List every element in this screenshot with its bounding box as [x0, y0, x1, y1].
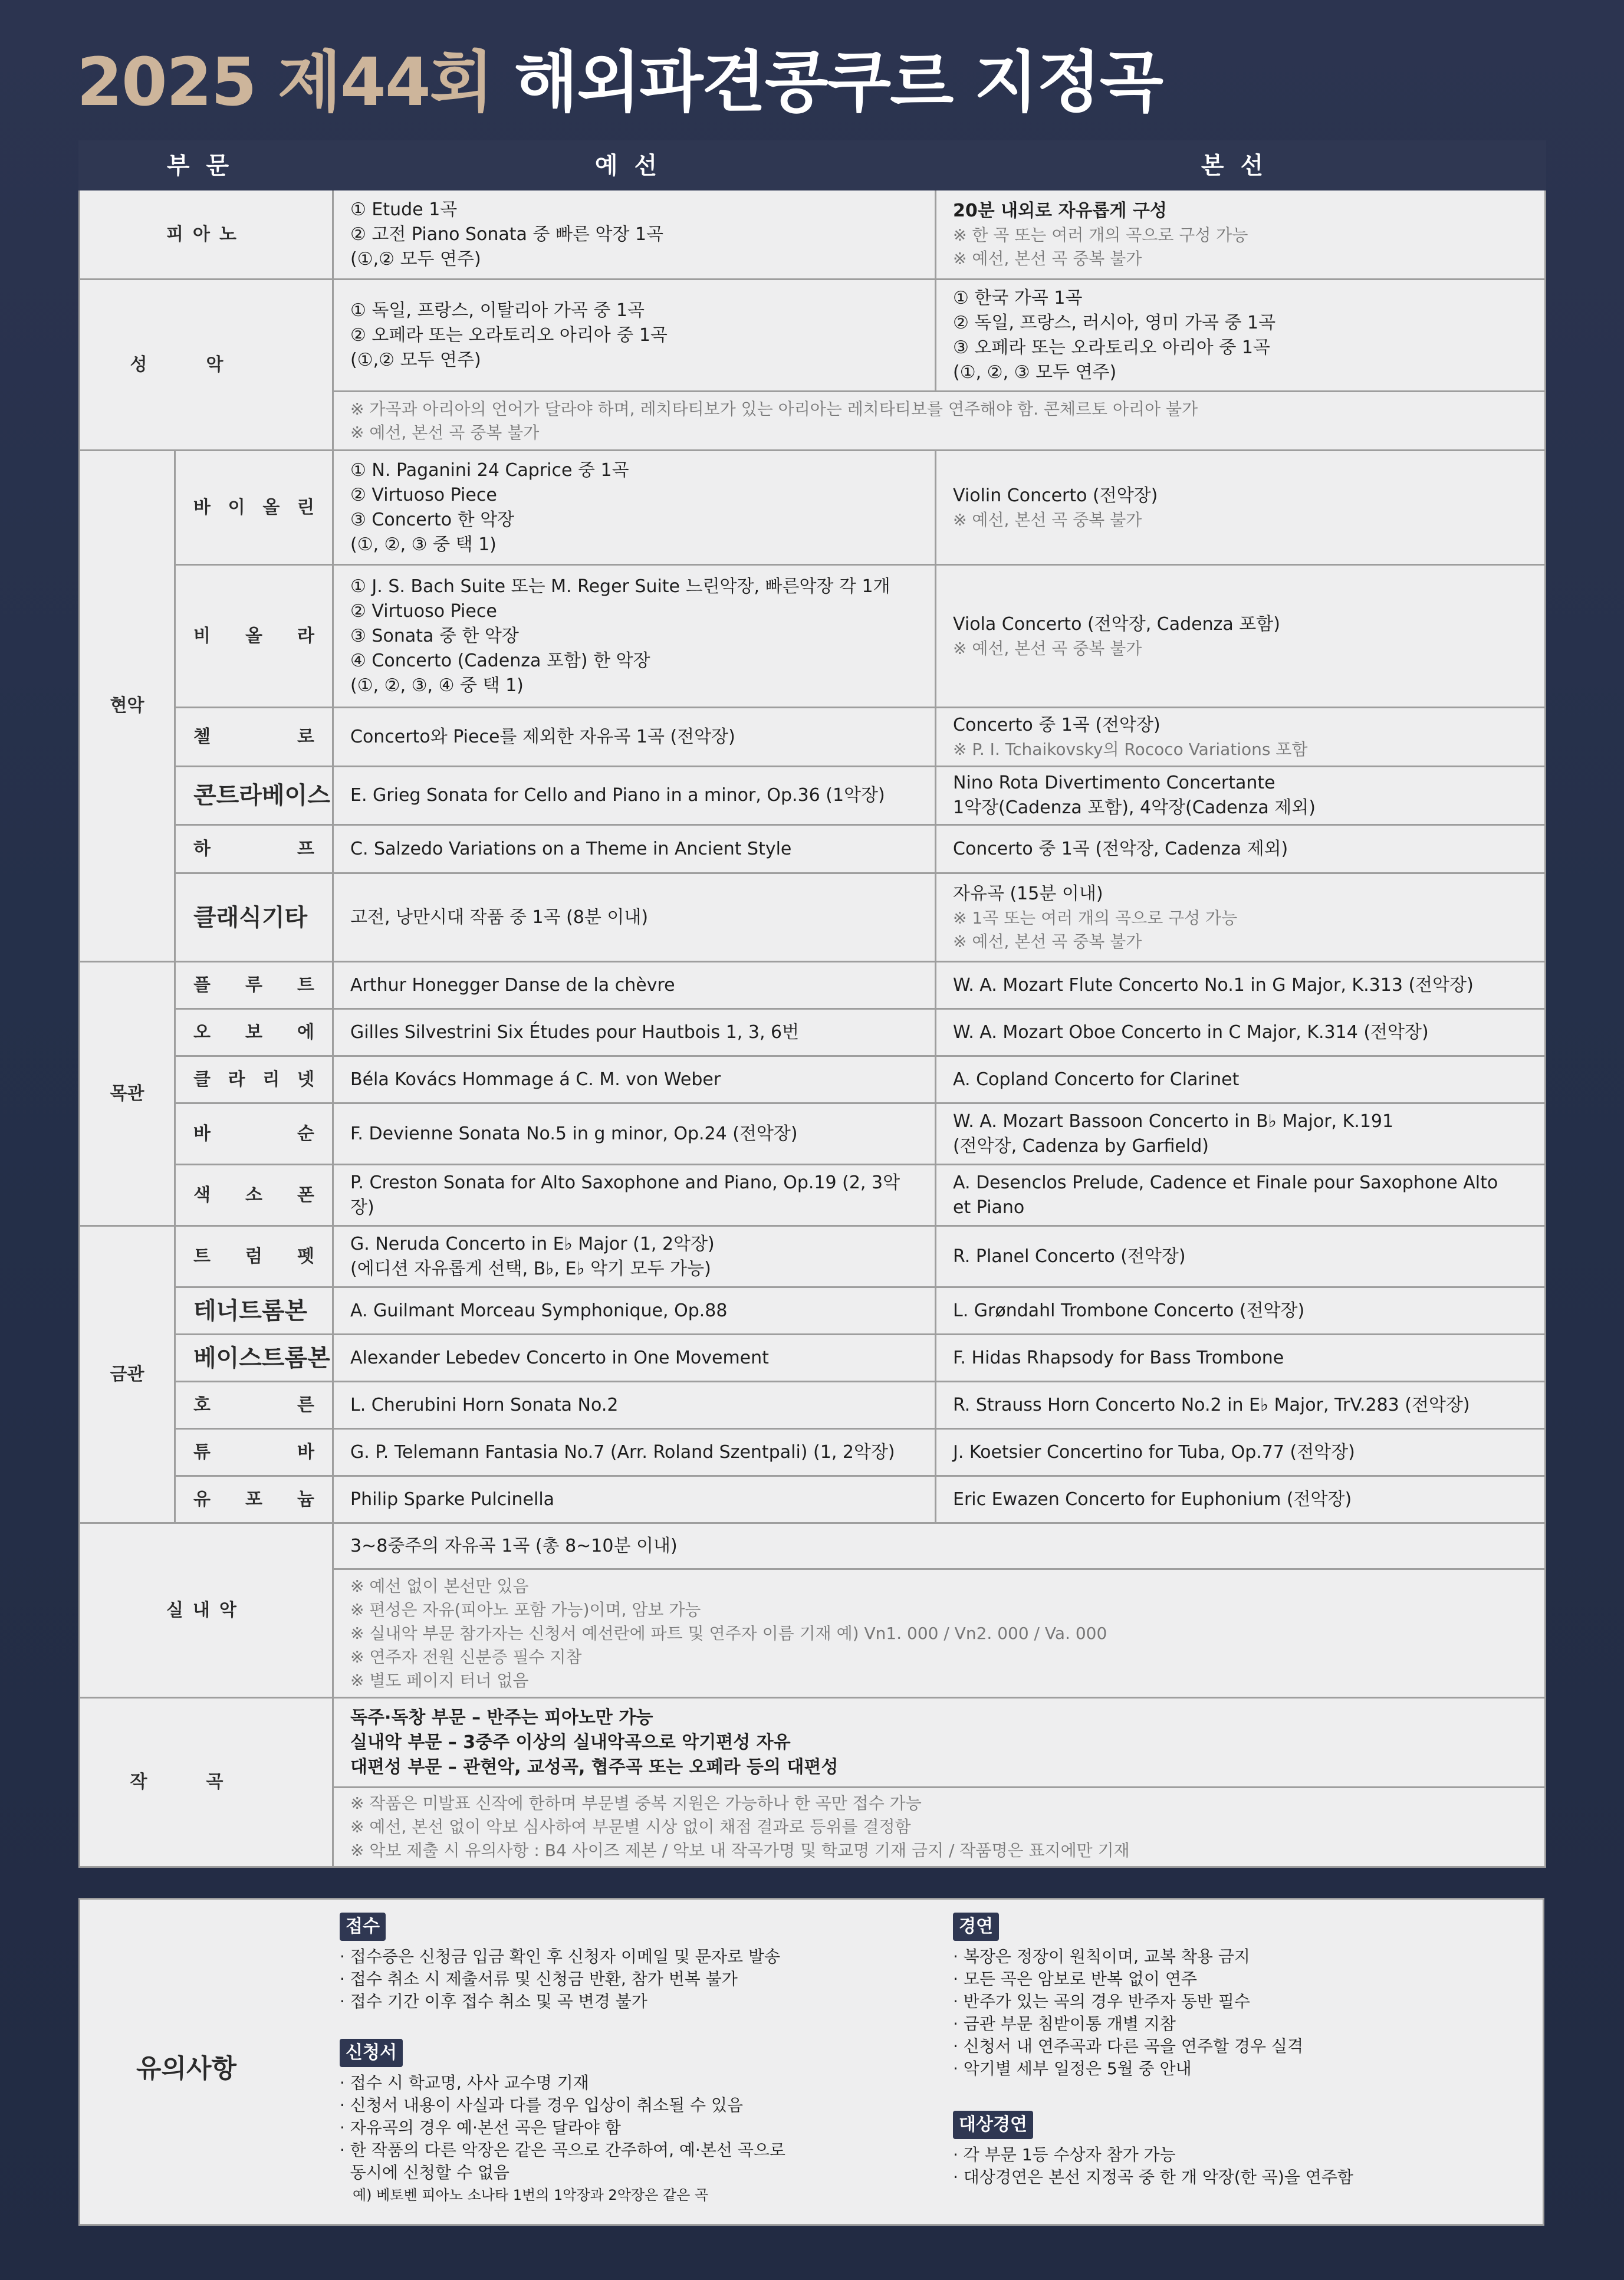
- header-prelim: 예선: [333, 142, 936, 190]
- division-label-char: 하: [193, 838, 211, 859]
- division-label-char: 오: [193, 1021, 211, 1043]
- division-label-char: 에: [297, 1021, 314, 1043]
- text-line: Concerto와 Piece를 제외한 자유곡 1곡 (전악장): [350, 726, 735, 747]
- row-strings-3: [80, 767, 1546, 825]
- notice-item: · 반주가 있는 곡의 경우 반주자 동반 필수: [953, 1992, 1250, 2011]
- row-brass-3: [80, 1382, 1546, 1429]
- vocal-final: [936, 280, 1546, 392]
- division-label-char: 른: [297, 1394, 314, 1415]
- text-line: 고전, 낭만시대 작품 중 1곡 (8분 이내): [350, 906, 649, 928]
- division-label-char: 색: [193, 1184, 211, 1205]
- notice-item: · 모든 곡은 암보로 반복 없이 연주: [953, 1969, 1197, 1989]
- text-line: Arthur Honegger Danse de la chèvre: [350, 974, 675, 996]
- division-label-letters: [193, 1020, 314, 1045]
- chamber-notes: [333, 1569, 1546, 1698]
- row-woodwind-3: [80, 1103, 1546, 1165]
- text-line: Béla Kovács Hommage á C. M. von Weber: [350, 1069, 721, 1090]
- composition-label-text: 작곡: [130, 1772, 282, 1792]
- chamber-main-text: 3~8중주의 자유곡 1곡 (총 8~10분 이내): [350, 1535, 678, 1556]
- strings-final: [936, 451, 1546, 565]
- text-line: R. Planel Concerto (전악장): [953, 1246, 1186, 1267]
- text-line: R. Strauss Horn Concerto No.2 in E♭ Major, TrV.283 (전악장): [953, 1394, 1470, 1415]
- division-label: [175, 1429, 333, 1476]
- division-label-char: 포: [245, 1489, 262, 1510]
- woodwind-label: 목관: [80, 962, 175, 1226]
- brass-prelim: [333, 1382, 936, 1429]
- vocal-label-text: 성악: [130, 354, 282, 375]
- woodwind-final: [936, 1103, 1546, 1165]
- row-chamber: [80, 1523, 1546, 1569]
- tag-reception: 접수: [340, 1913, 386, 1941]
- title-name: 해외파견콩쿠르 지정곡: [514, 44, 1162, 121]
- brass-prelim: [333, 1226, 936, 1287]
- note-line: ※ 예선, 본선 곡 중복 불가: [953, 931, 1142, 951]
- division-label-char: 보: [245, 1021, 262, 1043]
- header-division: 부문: [80, 142, 333, 190]
- division-label-char: 올: [262, 497, 280, 518]
- row-woodwind-1: [80, 1009, 1546, 1056]
- division-label-letters: [193, 1440, 314, 1465]
- text-line: (①,② 모두 연주): [350, 349, 481, 370]
- notice-item: · 접수 기간 이후 접수 취소 및 곡 변경 불가: [340, 1992, 647, 2011]
- note-line: ※ 예선, 본선 곡 중복 불가: [953, 510, 1142, 530]
- division-label-char: 펫: [297, 1246, 314, 1267]
- division-label-char: 바: [193, 1123, 211, 1144]
- text-line: ① 한국 가곡 1곡: [953, 287, 1083, 308]
- division-label-char: 늄: [297, 1489, 314, 1510]
- row-woodwind-0: [80, 962, 1546, 1009]
- division-label-letters: [193, 624, 314, 649]
- row-strings-2: [80, 708, 1546, 767]
- text-line: Philip Sparke Pulcinella: [350, 1489, 555, 1510]
- division-label-char: 튜: [193, 1441, 211, 1463]
- strings-prelim: [333, 873, 936, 962]
- text-line: Nino Rota Divertimento Concertante: [953, 773, 1275, 793]
- table-header-row: [80, 142, 1546, 190]
- text-line: W. A. Mozart Oboe Concerto in C Major, K.314 (전악장): [953, 1021, 1429, 1043]
- text-line: W. A. Mozart Bassoon Concerto in B♭ Major, K.191: [953, 1111, 1394, 1132]
- row-composition: [80, 1698, 1546, 1788]
- text-line: Gilles Silvestrini Six Études pour Hautbois 1, 3, 6번: [350, 1021, 800, 1043]
- text-line: L. Cherubini Horn Sonata No.2: [350, 1394, 619, 1415]
- row-brass-0: [80, 1226, 1546, 1287]
- tag-performance: 경연: [953, 1913, 999, 1941]
- division-label-letters: [193, 973, 314, 998]
- division-label-char: 로: [297, 726, 314, 747]
- text-line: F. Hidas Rhapsody for Bass Trombone: [953, 1347, 1284, 1368]
- notice-item: · 자유곡의 경우 예·본선 곡은 달라야 함: [340, 2118, 621, 2137]
- text-line: ① N. Paganini 24 Caprice 중 1곡: [350, 459, 629, 481]
- text-line: (전악장, Cadenza by Garfield): [953, 1135, 1209, 1157]
- division-label-char: 바: [297, 1441, 314, 1463]
- strings-final: [936, 767, 1546, 825]
- row-woodwind-2: [80, 1056, 1546, 1103]
- row-brass-5: [80, 1476, 1546, 1523]
- text-line: (①, ②, ③ 중 택 1): [350, 534, 497, 555]
- division-label-char: 이: [228, 497, 245, 518]
- division-label: [175, 825, 333, 873]
- repertoire-table: [78, 140, 1546, 1868]
- division-label: [175, 1476, 333, 1523]
- brass-prelim: [333, 1476, 936, 1523]
- division-label: [175, 708, 333, 767]
- division-label: [175, 565, 333, 708]
- tag-application: 신청서: [340, 2039, 403, 2067]
- text-line: ③ Concerto 한 악장: [350, 509, 515, 530]
- text-line: ④ Concerto (Cadenza 포함) 한 악장: [350, 650, 650, 671]
- notice-application: [340, 2039, 906, 2206]
- row-brass-2: [80, 1335, 1546, 1382]
- division-label-char: 올: [245, 625, 262, 646]
- note-line: ※ P. I. Tchaikovsky의 Rococo Variations 포함: [953, 739, 1308, 759]
- composition-notes: [333, 1788, 1546, 1867]
- piano-final: [936, 190, 1546, 280]
- division-label-letters: [193, 1067, 314, 1092]
- division-label-char: 트: [297, 974, 314, 996]
- division-label-char: 리: [262, 1069, 280, 1090]
- strings-prelim: [333, 708, 936, 767]
- notice-box: [78, 1898, 1544, 2226]
- text-line: (①,② 모두 연주): [350, 248, 481, 270]
- text-line: 독주·독창 부문 – 반주는 피아노만 가능: [350, 1707, 653, 1728]
- strings-prelim: [333, 767, 936, 825]
- notice-item: 동시에 신청할 수 없음: [340, 2163, 509, 2182]
- row-vocal: [80, 280, 1546, 392]
- text-line: 실내악 부문 – 3중주 이상의 실내악곡으로 악기편성 자유: [350, 1732, 791, 1753]
- text-line: Alexander Lebedev Concerto in One Movement: [350, 1347, 769, 1368]
- application-example: 예) 베토벤 피아노 소나타 1번의 1악장과 2악장은 같은 곡: [353, 2187, 709, 2203]
- woodwind-prelim: [333, 1009, 936, 1056]
- text-line: ③ 오페라 또는 오라토리오 아리아 중 1곡: [953, 337, 1270, 358]
- text-line: ① J. S. Bach Suite 또는 M. Reger Suite 느린악장, 빠른악장 각 1개: [350, 576, 890, 597]
- notice-item: · 접수증은 신청금 입금 확인 후 신청자 이메일 및 문자로 발송: [340, 1947, 781, 1966]
- text-line: A. Copland Concerto for Clarinet: [953, 1069, 1240, 1090]
- notice-label: 유의사항: [136, 2054, 237, 2084]
- brass-label: 금관: [80, 1226, 175, 1523]
- text-line: F. Devienne Sonata No.5 in g minor, Op.24 (전악장): [350, 1123, 798, 1144]
- division-label-char: 호: [193, 1394, 211, 1415]
- division-label-char: 비: [193, 625, 211, 646]
- division-label-char: 바: [193, 497, 211, 518]
- note-line: ※ 예선, 본선 없이 악보 심사하여 부문별 시상 없이 채점 결과로 등위를 결정함: [350, 1817, 911, 1837]
- division-label-letters: [193, 837, 314, 862]
- division-label-char: 린: [297, 497, 314, 518]
- note-line: ※ 편성은 자유(피아노 포함 가능)이며, 암보 가능: [350, 1599, 701, 1619]
- note-line: ※ 연주자 전원 신분증 필수 지참: [350, 1647, 582, 1667]
- division-label-letters: [193, 1122, 314, 1146]
- chamber-label-text: 실내악: [166, 1599, 246, 1621]
- division-label: [175, 962, 333, 1009]
- division-label-char: 클: [193, 1069, 211, 1090]
- note-line: ※ 악보 제출 시 유의사항 : B4 사이즈 제본 / 악보 내 작곡가명 및 학교명 기재 금지 / 작품명은 표지에만 기재: [350, 1841, 1130, 1860]
- text-line: P. Creston Sonata for Alto Saxophone and Piano, Op.19 (2, 3악장): [350, 1172, 900, 1218]
- strings-final: [936, 873, 1546, 962]
- brass-final: [936, 1335, 1546, 1382]
- division-label: [175, 1226, 333, 1287]
- text-line: 자유곡 (15분 이내): [953, 883, 1103, 904]
- woodwind-prelim: [333, 962, 936, 1009]
- division-label-char: 폰: [297, 1184, 314, 1205]
- row-brass-1: [80, 1287, 1546, 1335]
- division-label-letters: [193, 495, 314, 520]
- woodwind-final: [936, 1165, 1546, 1226]
- text-line: ② Virtuoso Piece: [350, 600, 497, 622]
- piano-label-text: 피아노: [166, 224, 246, 245]
- notice-item: · 각 부문 1등 수상자 참가 가능: [953, 2145, 1176, 2164]
- tag-grand: 대상경연: [953, 2111, 1033, 2139]
- row-strings-0: [80, 451, 1546, 565]
- division-label: [175, 1382, 333, 1429]
- division-label-char: 럼: [245, 1246, 262, 1267]
- strings-final: [936, 825, 1546, 873]
- text-line: J. Koetsier Concertino for Tuba, Op.77 (전악장): [953, 1441, 1355, 1463]
- text-line: Violin Concerto (전악장): [953, 485, 1158, 506]
- page-title: [77, 41, 1162, 124]
- chamber-label: [80, 1523, 333, 1698]
- notice-item: · 복장은 정장이 원칙이며, 교복 착용 금지: [953, 1947, 1250, 1966]
- notice-performance: [953, 1913, 1531, 2080]
- brass-prelim: [333, 1335, 936, 1382]
- text-line: et Piano: [953, 1197, 1025, 1218]
- division-label: [175, 1056, 333, 1103]
- brass-prelim: [333, 1287, 936, 1335]
- row-piano: [80, 190, 1546, 280]
- note-line: ※ 별도 페이지 터너 없음: [350, 1670, 529, 1690]
- note-line: ※ 실내악 부문 참가자는 신청서 예선란에 파트 및 연주자 이름 기재 예) Vn1. 000 / Vn2. 000 / Va. 000: [350, 1623, 1107, 1643]
- woodwind-prelim: [333, 1056, 936, 1103]
- text-line: ② Virtuoso Piece: [350, 484, 497, 505]
- text-line: ① Etude 1곡: [350, 199, 458, 220]
- note-line: ※ 가곡과 아리아의 언어가 달라야 하며, 레치타티보가 있는 아리아는 레치타티보를 연주해야 함. 콘체르토 아리아 불가: [350, 399, 1198, 419]
- woodwind-final: [936, 1009, 1546, 1056]
- division-label-char: 프: [297, 838, 314, 859]
- division-label-letters: [193, 725, 314, 750]
- row-brass-4: [80, 1429, 1546, 1476]
- note-line: ※ 예선 없이 본선만 있음: [350, 1576, 529, 1596]
- text-line: E. Grieg Sonata for Cello and Piano in a minor, Op.36 (1악장): [350, 785, 885, 806]
- vocal-notes: [333, 392, 1546, 451]
- strings-prelim: [333, 565, 936, 708]
- vocal-prelim: [333, 280, 936, 392]
- text-line: W. A. Mozart Flute Concerto No.1 in G Major, K.313 (전악장): [953, 974, 1474, 996]
- title-year: 2025 제44회: [77, 44, 492, 121]
- notice-grand: [953, 2111, 1531, 2189]
- division-label-char: 순: [297, 1123, 314, 1144]
- division-label: [175, 451, 333, 565]
- text-line: ② 고전 Piano Sonata 중 빠른 악장 1곡: [350, 224, 664, 245]
- text-line: ② 독일, 프랑스, 러시아, 영미 가곡 중 1곡: [953, 312, 1276, 333]
- division-label-letters: [193, 1244, 314, 1269]
- brass-final: [936, 1382, 1546, 1429]
- division-label-char: 라: [228, 1069, 245, 1090]
- text-line: (①, ②, ③, ④ 중 택 1): [350, 675, 524, 696]
- brass-final: [936, 1287, 1546, 1335]
- division-label: [175, 1165, 333, 1226]
- woodwind-prelim: [333, 1103, 936, 1165]
- division-label: [175, 1103, 333, 1165]
- notice-item: · 금관 부문 침받이통 개별 지참: [953, 2014, 1176, 2033]
- row-strings-4: [80, 825, 1546, 873]
- strings-prelim: [333, 451, 936, 565]
- division-label-char: 넷: [297, 1069, 314, 1090]
- notice-item: · 대상경연은 본선 지정곡 중 한 개 악장(한 곡)을 연주함: [953, 2167, 1353, 2187]
- piano-final-main: 20분 내외로 자유롭게 구성: [953, 200, 1167, 221]
- chamber-main: [333, 1523, 1546, 1569]
- note-line: ※ 예선, 본선 곡 중복 불가: [953, 248, 1142, 268]
- text-line: Viola Concerto (전악장, Cadenza 포함): [953, 613, 1280, 635]
- vocal-label: [80, 280, 333, 451]
- note-line: ※ 작품은 미발표 신작에 한하며 부문별 중복 지원은 가능하나 한 곡만 접수 가능: [350, 1793, 922, 1813]
- text-line: Concerto 중 1곡 (전악장): [953, 714, 1161, 735]
- text-line: 대편성 부문 – 관현악, 교성곡, 협주곡 또는 오페라 등의 대편성: [350, 1756, 839, 1778]
- row-woodwind-4: [80, 1165, 1546, 1226]
- division-label-char: 유: [193, 1489, 211, 1510]
- division-label: 테너트롬본: [175, 1287, 333, 1335]
- composition-label: [80, 1698, 333, 1867]
- text-line: Eric Ewazen Concerto for Euphonium (전악장): [953, 1489, 1352, 1510]
- text-line: L. Grøndahl Trombone Concerto (전악장): [953, 1300, 1305, 1321]
- row-strings-1: [80, 565, 1546, 708]
- note-line: ※ 예선, 본선 곡 중복 불가: [350, 422, 540, 442]
- text-line: A. Guilmant Morceau Symphonique, Op.88: [350, 1300, 728, 1321]
- notice-item: · 신청서 내용이 사실과 다를 경우 입상이 취소될 수 있음: [340, 2095, 744, 2115]
- division-label-char: 트: [193, 1246, 211, 1267]
- text-line: (①, ②, ③ 모두 연주): [953, 362, 1117, 383]
- notice-reception: [340, 1913, 906, 2013]
- division-label-char: 소: [245, 1184, 262, 1205]
- text-line: Concerto 중 1곡 (전악장, Cadenza 제외): [953, 838, 1288, 859]
- division-label: 클래식기타: [175, 873, 333, 962]
- division-label-char: 라: [297, 625, 314, 646]
- brass-final: [936, 1429, 1546, 1476]
- text-line: A. Desenclos Prelude, Cadence et Finale pour Saxophone Alto: [953, 1172, 1498, 1193]
- division-label: [175, 1009, 333, 1056]
- notice-item: · 악기별 세부 일정은 5월 중 안내: [953, 2059, 1192, 2078]
- notice-item: · 신청서 내 연주곡과 다른 곡을 연주할 경우 실격: [953, 2036, 1304, 2056]
- strings-final: [936, 565, 1546, 708]
- note-line: ※ 1곡 또는 여러 개의 곡으로 구성 가능: [953, 908, 1238, 928]
- brass-final: [936, 1226, 1546, 1287]
- text-line: G. Neruda Concerto in E♭ Major (1, 2악장): [350, 1233, 715, 1254]
- woodwind-final: [936, 1056, 1546, 1103]
- division-label-letters: [193, 1487, 314, 1512]
- row-strings-5: [80, 873, 1546, 962]
- piano-label: [80, 190, 333, 280]
- text-line: (에디션 자유롭게 선택, B♭, E♭ 악기 모두 가능): [350, 1258, 711, 1279]
- text-line: ③ Sonata 중 한 악장: [350, 625, 519, 646]
- notice-item: · 접수 취소 시 제출서류 및 신청금 반환, 참가 번복 불가: [340, 1969, 738, 1989]
- piano-prelim: [333, 190, 936, 280]
- notice-item: · 한 작품의 다른 악장은 같은 곡으로 간주하여, 예·본선 곡으로: [340, 2140, 785, 2160]
- strings-prelim: [333, 825, 936, 873]
- brass-prelim: [333, 1429, 936, 1476]
- text-line: 1악장(Cadenza 포함), 4악장(Cadenza 제외): [953, 797, 1316, 818]
- brass-final: [936, 1476, 1546, 1523]
- text-line: ① 독일, 프랑스, 이탈리아 가곡 중 1곡: [350, 300, 645, 321]
- note-line: ※ 한 곡 또는 여러 개의 곡으로 구성 가능: [953, 225, 1248, 245]
- header-final: 본선: [936, 142, 1546, 190]
- division-label-char: 플: [193, 974, 211, 996]
- division-label-letters: [193, 1393, 314, 1418]
- division-label-letters: [193, 1183, 314, 1208]
- strings-label: 현악: [80, 451, 175, 962]
- note-line: ※ 예선, 본선 곡 중복 불가: [953, 638, 1142, 658]
- division-label-char: 첼: [193, 726, 211, 747]
- text-line: ② 오페라 또는 오라토리오 아리아 중 1곡: [350, 324, 668, 346]
- division-label: 베이스트롬본: [175, 1335, 333, 1382]
- composition-main: [333, 1698, 1546, 1788]
- strings-final: [936, 708, 1546, 767]
- division-label-char: 루: [245, 974, 262, 996]
- woodwind-prelim: [333, 1165, 936, 1226]
- notice-item: · 접수 시 학교명, 사사 교수명 기재: [340, 2073, 589, 2092]
- division-label: 콘트라베이스: [175, 767, 333, 825]
- text-line: G. P. Telemann Fantasia No.7 (Arr. Roland Szentpali) (1, 2악장): [350, 1441, 895, 1463]
- woodwind-final: [936, 962, 1546, 1009]
- text-line: C. Salzedo Variations on a Theme in Ancient Style: [350, 838, 792, 859]
